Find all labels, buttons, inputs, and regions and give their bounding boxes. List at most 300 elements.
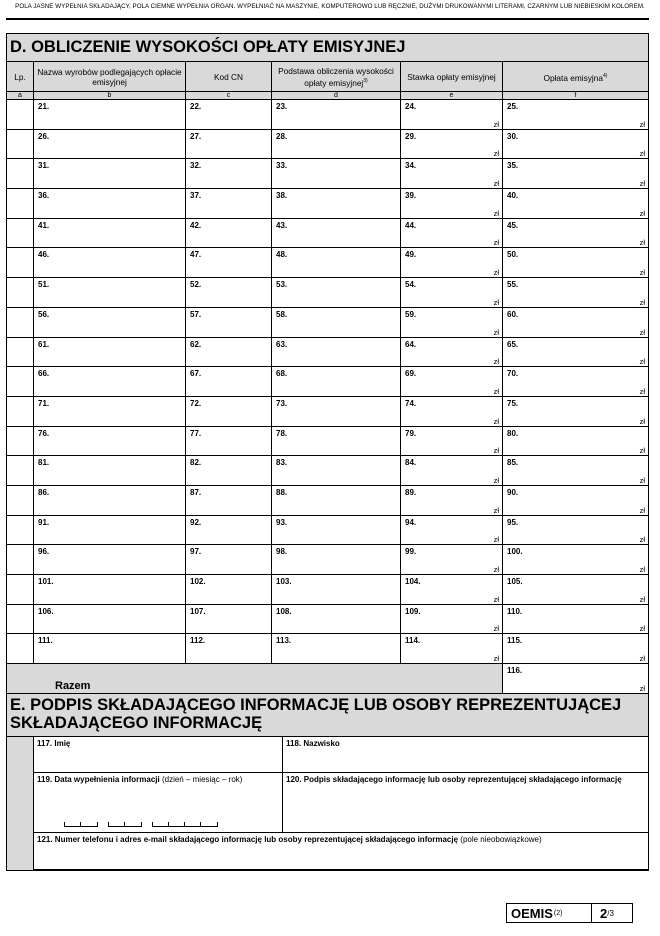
table-field[interactable]: [186, 545, 272, 575]
table-field[interactable]: [503, 516, 648, 546]
field-number: 98.: [276, 547, 288, 557]
currency-label: zł: [493, 179, 499, 189]
field-number: 34.: [405, 161, 417, 171]
field-number: 66.: [38, 369, 50, 379]
table-field[interactable]: [186, 130, 272, 160]
column-header: Podstawa obliczenia wysokości opłaty emisyjnej$^{3)}$: [272, 62, 401, 92]
lp-cell[interactable]: [7, 545, 34, 575]
page-current: 2: [600, 905, 608, 921]
field-number: 63.: [276, 339, 288, 349]
table-field[interactable]: [272, 219, 401, 249]
table-row: [7, 248, 648, 278]
lp-cell[interactable]: [7, 189, 34, 219]
table-field[interactable]: [401, 308, 503, 338]
table-field[interactable]: [503, 456, 648, 486]
table-field[interactable]: [503, 219, 648, 249]
field-number: 91.: [38, 517, 50, 527]
table-field[interactable]: [401, 278, 503, 308]
currency-label: zł: [639, 179, 645, 189]
table-field[interactable]: [272, 545, 401, 575]
lp-cell[interactable]: [7, 605, 34, 635]
table-row: [7, 219, 648, 249]
field-number: 94.: [405, 517, 417, 527]
table-field[interactable]: [272, 605, 401, 635]
table-field[interactable]: [34, 338, 186, 368]
currency-label: zł: [639, 327, 645, 337]
table-field[interactable]: [186, 159, 272, 189]
first-name-field[interactable]: 117. Imię: [33, 737, 282, 773]
page-number-box: [591, 903, 633, 923]
table-field[interactable]: [401, 516, 503, 546]
table-field[interactable]: [401, 634, 503, 664]
table-field[interactable]: [186, 516, 272, 546]
table-field[interactable]: [272, 367, 401, 397]
column-letter: b: [34, 92, 186, 100]
currency-label: zł: [493, 565, 499, 574]
field-number: 104.: [405, 577, 421, 586]
table-field[interactable]: [34, 100, 186, 130]
table-field[interactable]: [34, 130, 186, 160]
column-letter: f: [503, 92, 648, 100]
table-field[interactable]: [401, 605, 503, 635]
table-field[interactable]: [401, 397, 503, 427]
column-letter: d: [272, 92, 401, 100]
table-field[interactable]: [401, 575, 503, 605]
lp-cell[interactable]: [7, 278, 34, 308]
field-number: 50.: [507, 250, 519, 260]
field-number: 97.: [190, 547, 202, 557]
field-number: 25.: [507, 102, 519, 111]
field-number: 49.: [405, 250, 417, 260]
total-row: [7, 664, 648, 694]
total-field[interactable]: 116. zł: [503, 664, 648, 694]
table-field[interactable]: [34, 189, 186, 219]
table-field[interactable]: [503, 397, 648, 427]
field-number: 47.: [190, 250, 202, 260]
table-field[interactable]: [401, 338, 503, 368]
table-field[interactable]: [401, 130, 503, 160]
currency-label: zł: [639, 654, 645, 664]
field-number: 64.: [405, 339, 417, 349]
field-number: 28.: [276, 131, 288, 141]
table-field[interactable]: [401, 219, 503, 249]
field-number: 57.: [190, 309, 202, 319]
table-field[interactable]: [503, 575, 648, 605]
table-field[interactable]: [272, 308, 401, 338]
field-number: 90.: [507, 487, 519, 497]
table-field[interactable]: [272, 278, 401, 308]
field-number: 102.: [190, 577, 206, 586]
field-number: 92.: [190, 517, 202, 527]
table-field[interactable]: [401, 248, 503, 278]
lp-cell[interactable]: [7, 130, 34, 160]
table-field[interactable]: [186, 575, 272, 605]
emission-table: [7, 61, 648, 694]
field-number: 67.: [190, 369, 202, 379]
table-field[interactable]: [401, 100, 503, 130]
field-number: 51.: [38, 280, 50, 290]
last-name-field[interactable]: 118. Nazwisko: [282, 737, 648, 773]
field-number: 42.: [190, 220, 202, 230]
total-label-cell: [7, 664, 503, 694]
table-field[interactable]: [503, 100, 648, 130]
column-letter: c: [186, 92, 272, 100]
currency-label: zł: [493, 654, 499, 664]
field-number: 68.: [276, 369, 288, 379]
field-number: 37.: [190, 191, 202, 201]
table-header-row: [7, 61, 648, 92]
table-field[interactable]: [401, 367, 503, 397]
lp-cell[interactable]: [7, 456, 34, 486]
field-number: 103.: [276, 577, 292, 586]
table-field[interactable]: [34, 367, 186, 397]
field-number: 53.: [276, 280, 288, 290]
table-field[interactable]: [34, 278, 186, 308]
lp-cell[interactable]: [7, 248, 34, 278]
table-field[interactable]: [272, 456, 401, 486]
form-version: (2): [553, 909, 563, 917]
table-field[interactable]: [503, 278, 648, 308]
table-row: [7, 159, 648, 189]
currency-label: zł: [639, 238, 645, 248]
signature-section: [7, 736, 648, 870]
table-field[interactable]: [34, 248, 186, 278]
table-field[interactable]: [34, 456, 186, 486]
field-number: 36.: [38, 191, 50, 201]
header-note: POLA JASNE WYPEŁNIA SKŁADAJĄCY, POLA CIEMNE WYPEŁNIA ORGAN. WYPEŁNIAĆ NA MASZYNIE, KOMPUTEROWO LUB RĘCZNIE, DUŻYMI DRUKOWANYMI LITERAMI, CZARNYM LUB NIEBIESKIM KOLOREM.: [15, 3, 645, 10]
field-number: 77.: [190, 428, 202, 438]
column-header: Nazwa wyrobów podlegających opłacie emisyjnej: [34, 62, 186, 92]
field-number: 65.: [507, 339, 519, 349]
field-number: 84.: [405, 458, 417, 468]
field-number: 101.: [38, 577, 54, 586]
lp-cell[interactable]: [7, 486, 34, 516]
lp-cell[interactable]: [7, 367, 34, 397]
field-number: 23.: [276, 102, 288, 111]
fill-date-field[interactable]: 119. Data wypełnienia informacji (dzień – miesiąc – rok): [33, 773, 282, 833]
table-field[interactable]: [401, 486, 503, 516]
column-letter: e: [401, 92, 503, 100]
table-field[interactable]: [272, 159, 401, 189]
field-number: 32.: [190, 161, 202, 171]
table-field[interactable]: [34, 545, 186, 575]
column-header: Stawka opłaty emisyjnej: [401, 62, 503, 92]
table-field[interactable]: [503, 130, 648, 160]
field-number: 75.: [507, 398, 519, 408]
field-number: 45.: [507, 220, 519, 230]
field-number: 95.: [507, 517, 519, 527]
lp-cell[interactable]: [7, 634, 34, 664]
field-number: 115.: [507, 636, 523, 646]
currency-label: zł: [639, 268, 645, 278]
field-number: 60.: [507, 309, 519, 319]
field-number: 55.: [507, 280, 519, 290]
table-field[interactable]: [186, 605, 272, 635]
table-field[interactable]: [272, 130, 401, 160]
table-field[interactable]: [503, 545, 648, 575]
table-row: [7, 130, 648, 160]
currency-label: zł: [493, 505, 499, 515]
lp-cell[interactable]: [7, 219, 34, 249]
currency-label: zł: [493, 238, 499, 248]
currency-label: zł: [493, 446, 499, 456]
table-field[interactable]: [272, 427, 401, 457]
date-input-marks: [64, 822, 218, 827]
field-number: 31.: [38, 161, 50, 171]
currency-label: zł: [639, 594, 645, 604]
field-number: 86.: [38, 487, 50, 497]
header-rule: [6, 18, 649, 20]
field-number: 100.: [507, 547, 523, 557]
field-number: 44.: [405, 220, 417, 230]
field-number: 73.: [276, 398, 288, 408]
table-field[interactable]: [503, 189, 648, 219]
field-number: 38.: [276, 191, 288, 201]
field-number: 108.: [276, 606, 292, 616]
page-total: /3: [607, 908, 614, 918]
column-header: Lp.: [7, 62, 34, 92]
form-code-box: [506, 903, 592, 923]
currency-label: zł: [493, 297, 499, 307]
field-number: 80.: [507, 428, 519, 438]
field-number: 111.: [38, 636, 53, 646]
field-number: 96.: [38, 547, 50, 557]
lp-cell[interactable]: [7, 397, 34, 427]
field-number: 22.: [190, 102, 202, 111]
field-number: 58.: [276, 309, 288, 319]
table-field[interactable]: [34, 634, 186, 664]
field-number: 109.: [405, 606, 421, 616]
field-number: 99.: [405, 547, 417, 557]
table-field[interactable]: [34, 159, 186, 189]
table-field[interactable]: [34, 397, 186, 427]
field-number: 40.: [507, 191, 519, 201]
table-row: [7, 278, 648, 308]
field-number: 74.: [405, 398, 417, 408]
lp-cell[interactable]: [7, 338, 34, 368]
field-number: 26.: [38, 131, 50, 141]
field-number: 105.: [507, 577, 523, 586]
table-field[interactable]: [186, 219, 272, 249]
field-number: 72.: [190, 398, 202, 408]
currency-label: zł: [639, 119, 645, 129]
table-row: [7, 100, 648, 130]
currency-label: zł: [639, 149, 645, 159]
table-field[interactable]: [503, 486, 648, 516]
column-letter-row: [7, 92, 648, 100]
table-field[interactable]: [186, 248, 272, 278]
table-field[interactable]: [272, 100, 401, 130]
field-number: 43.: [276, 220, 288, 230]
currency-label: zł: [493, 208, 499, 218]
table-field[interactable]: [401, 456, 503, 486]
table-field[interactable]: [272, 189, 401, 219]
currency-label: zł: [493, 268, 499, 278]
field-number: 112.: [190, 636, 206, 646]
table-field[interactable]: [186, 427, 272, 457]
field-number: 70.: [507, 369, 519, 379]
table-field[interactable]: [186, 308, 272, 338]
table-field[interactable]: [34, 605, 186, 635]
table-field[interactable]: [186, 100, 272, 130]
table-field[interactable]: [272, 575, 401, 605]
table-field[interactable]: [503, 338, 648, 368]
currency-label: zł: [639, 446, 645, 456]
field-number: 87.: [190, 487, 202, 497]
table-body: [7, 100, 648, 664]
currency-label: zł: [493, 594, 499, 604]
currency-label: zł: [493, 119, 499, 129]
form-body: [6, 33, 649, 871]
table-field[interactable]: [34, 219, 186, 249]
table-row: [7, 427, 648, 457]
lp-cell[interactable]: [7, 427, 34, 457]
table-field[interactable]: [503, 605, 648, 635]
field-number: 78.: [276, 428, 288, 438]
currency-label: zł: [639, 357, 645, 367]
field-number: 106.: [38, 606, 54, 616]
field-number: 24.: [405, 102, 417, 111]
currency-label: zł: [493, 357, 499, 367]
table-field[interactable]: [272, 516, 401, 546]
field-number: 41.: [38, 220, 50, 230]
table-field[interactable]: [186, 486, 272, 516]
currency-label: zł: [493, 535, 499, 545]
table-field[interactable]: [503, 367, 648, 397]
currency-label: zł: [493, 386, 499, 396]
field-number: 46.: [38, 250, 50, 260]
field-number: 52.: [190, 280, 202, 290]
field-number: 85.: [507, 458, 519, 468]
field-number: 107.: [190, 606, 206, 616]
field-number: 69.: [405, 369, 417, 379]
table-row: [7, 338, 648, 368]
field-number: 30.: [507, 131, 519, 141]
field-number: 61.: [38, 339, 50, 349]
currency-label: zł: [639, 386, 645, 396]
field-number: 54.: [405, 280, 417, 290]
field-number: 48.: [276, 250, 288, 260]
table-field[interactable]: [186, 397, 272, 427]
field-number: 83.: [276, 458, 288, 468]
table-row: [7, 456, 648, 486]
table-field[interactable]: [401, 189, 503, 219]
currency-label: zł: [639, 297, 645, 307]
table-field[interactable]: [34, 427, 186, 457]
form-code: OEMIS: [511, 905, 553, 921]
table-field[interactable]: [272, 486, 401, 516]
field-number: 56.: [38, 309, 50, 319]
currency-label: zł: [493, 475, 499, 485]
field-number: 89.: [405, 487, 417, 497]
table-field[interactable]: [272, 248, 401, 278]
table-field[interactable]: [272, 397, 401, 427]
table-field[interactable]: [34, 516, 186, 546]
currency-label: zł: [639, 416, 645, 426]
table-field[interactable]: [503, 427, 648, 457]
field-number: 59.: [405, 309, 417, 319]
field-number: 76.: [38, 428, 50, 438]
table-field[interactable]: [401, 545, 503, 575]
lp-cell[interactable]: [7, 308, 34, 338]
field-number: 110.: [507, 606, 523, 616]
currency-label: zł: [639, 565, 645, 574]
table-field[interactable]: [186, 634, 272, 664]
section-d-title: D. OBLICZENIE WYSOKOŚCI OPŁATY EMISYJNEJ: [10, 38, 406, 56]
currency-label: zł: [639, 505, 645, 515]
lp-cell[interactable]: [7, 100, 34, 130]
currency-label: zł: [493, 624, 499, 634]
section-e-title: E. PODPIS SKŁADAJĄCEGO INFORMACJĘ LUB OSOBY REPREZENTUJĄCEJ SKŁADAJĄCEGO INFORMACJĘ: [10, 696, 622, 733]
currency-label: zł: [639, 624, 645, 634]
table-row: [7, 605, 648, 635]
lp-cell[interactable]: [7, 575, 34, 605]
lp-cell[interactable]: [7, 159, 34, 189]
currency-label: zł: [493, 327, 499, 337]
table-field[interactable]: [186, 338, 272, 368]
table-field[interactable]: [34, 308, 186, 338]
field-number: 114.: [405, 636, 421, 646]
column-header: Opłata emisyjna$^{4)}$: [503, 62, 648, 92]
table-row: [7, 634, 648, 664]
field-number: 88.: [276, 487, 288, 497]
field-number: 82.: [190, 458, 202, 468]
table-field[interactable]: [503, 159, 648, 189]
table-field[interactable]: [503, 248, 648, 278]
table-field[interactable]: [272, 634, 401, 664]
table-row: [7, 486, 648, 516]
contact-field[interactable]: 121. Numer telefonu i adres e-mail składającego informację lub osoby reprezentującej składającego informację (pole nieobowiązkowe): [33, 833, 648, 870]
table-field[interactable]: [186, 189, 272, 219]
currency-label: zł: [639, 208, 645, 218]
table-field[interactable]: [401, 159, 503, 189]
field-number: 81.: [38, 458, 50, 468]
table-field[interactable]: [186, 456, 272, 486]
table-row: [7, 516, 648, 546]
table-row: [7, 367, 648, 397]
field-number: 33.: [276, 161, 288, 171]
field-number: 113.: [276, 636, 292, 646]
signature-field[interactable]: 120. Podpis składającego informację lub osoby reprezentującej składającego informację: [282, 773, 648, 833]
table-field[interactable]: [186, 367, 272, 397]
field-number: 93.: [276, 517, 288, 527]
table-row: [7, 189, 648, 219]
field-number: 62.: [190, 339, 202, 349]
table-field[interactable]: [186, 278, 272, 308]
table-field[interactable]: [34, 486, 186, 516]
field-number: 71.: [38, 398, 50, 408]
table-field[interactable]: [503, 634, 648, 664]
field-number: 21.: [38, 102, 50, 111]
table-field[interactable]: [503, 308, 648, 338]
field-number: 39.: [405, 191, 417, 201]
field-number: 35.: [507, 161, 519, 171]
currency-label: zł: [639, 475, 645, 485]
table-field[interactable]: [401, 427, 503, 457]
currency-label: zł: [493, 149, 499, 159]
column-letter: a: [7, 92, 34, 100]
table-row: [7, 575, 648, 605]
field-number: 79.: [405, 428, 417, 438]
table-field[interactable]: [272, 338, 401, 368]
table-row: [7, 397, 648, 427]
currency-label: zł: [493, 416, 499, 426]
lp-cell[interactable]: [7, 516, 34, 546]
currency-label: zł: [639, 535, 645, 545]
table-field[interactable]: [34, 575, 186, 605]
field-number: 27.: [190, 131, 202, 141]
total-label: Razem: [55, 680, 91, 693]
